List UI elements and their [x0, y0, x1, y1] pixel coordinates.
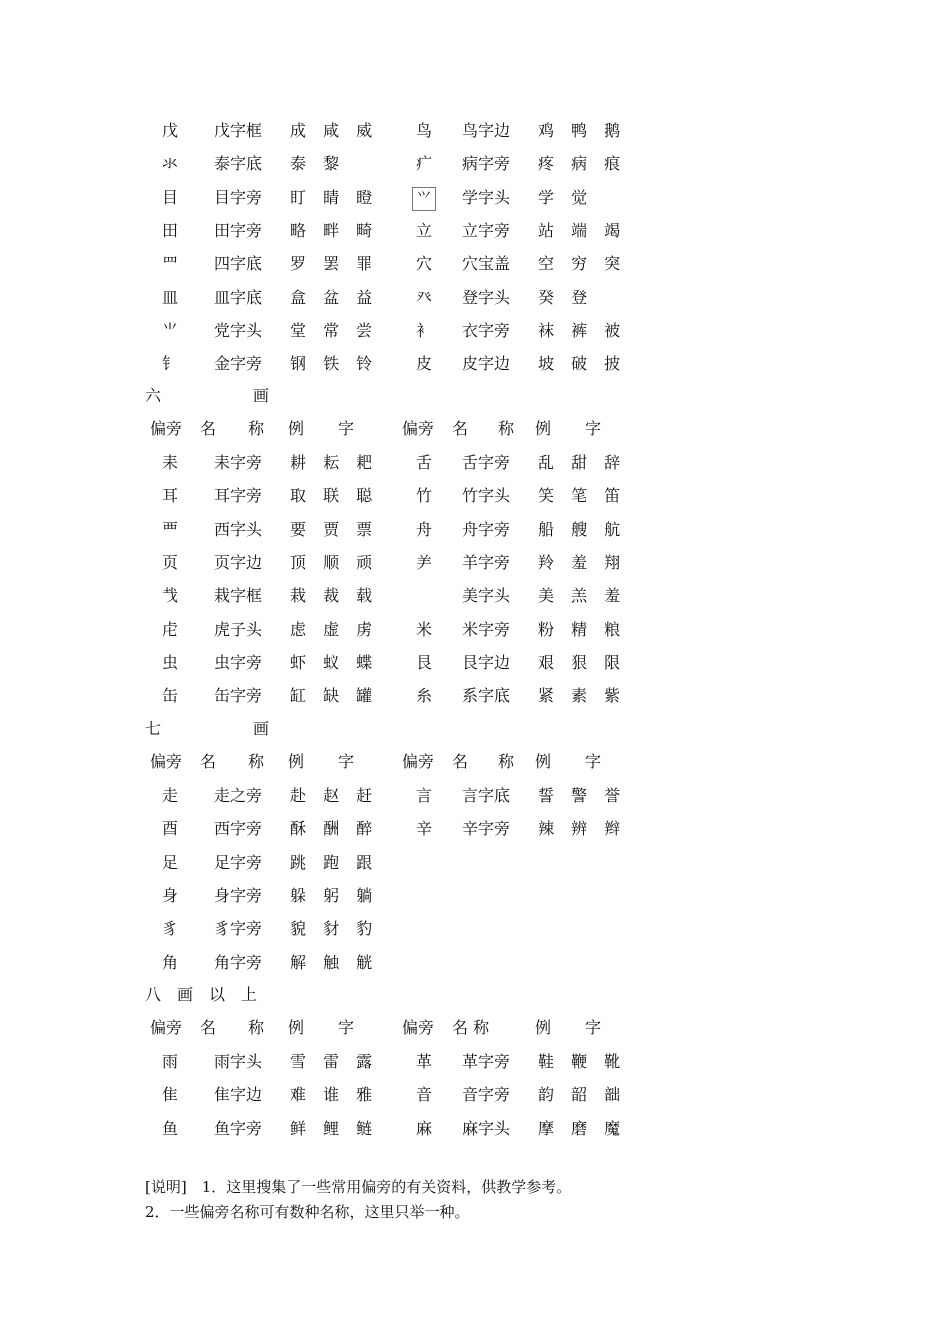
examples-left: 栽 裁 载 [290, 586, 379, 606]
table-row [0, 613, 950, 646]
radical-left: 鱼 [161, 1118, 178, 1138]
name-left: 党字头 [214, 320, 263, 340]
radical-left: 耳 [161, 486, 178, 506]
table-row [0, 281, 950, 314]
examples-right: 袜 裤 被 [538, 320, 627, 340]
radical-right: 舟 [415, 519, 432, 539]
name-left: 缶字旁 [214, 686, 263, 706]
header-cell: 字 [338, 752, 355, 771]
radical-right: 疒 [415, 154, 432, 174]
name-left: 页字边 [214, 552, 263, 572]
name-left: 目字旁 [214, 187, 263, 207]
table-row [0, 912, 950, 945]
radical-left: 角 [161, 952, 178, 972]
name-left: 西字头 [214, 519, 263, 539]
name-left: 身字旁 [214, 885, 263, 905]
examples-left: 盯 睛 瞪 [290, 187, 379, 207]
table-row [0, 679, 950, 712]
name-right: 鸟字边 [462, 121, 511, 140]
radical-right: 音 [415, 1085, 432, 1105]
examples-left: 酥 酬 醉 [290, 819, 379, 839]
examples-left: 堂 常 尝 [290, 320, 379, 340]
header-cell: 名 [200, 752, 217, 771]
radical-right: 衤 [415, 320, 432, 340]
table-row [0, 779, 950, 812]
name-left: 皿字底 [214, 287, 263, 307]
header-cell: 称 [498, 752, 515, 771]
header-cell: 名 称 [452, 1018, 490, 1037]
name-right: 学字头 [462, 187, 511, 207]
name-left: 角字旁 [214, 952, 263, 972]
radical-left: 耒 [161, 453, 178, 472]
name-right: 舟字旁 [462, 519, 511, 539]
examples-right: 笑 笔 笛 [538, 486, 627, 506]
examples-right: 船 艘 航 [538, 519, 627, 539]
section-title-b: 画 [253, 719, 270, 738]
name-right: 竹字头 [462, 486, 511, 506]
examples-left: 要 贾 票 [290, 519, 379, 539]
examples-right: 坡 破 披 [538, 354, 627, 374]
table-row [0, 1078, 950, 1111]
section-title-a: 六 [145, 386, 162, 405]
name-right: 羊字旁 [462, 552, 511, 572]
table-header [0, 1011, 950, 1044]
note-line-1: [说明] 1．这里搜集了一些常用偏旁的有关资料，供教学参考。 [145, 1178, 572, 1196]
examples-left: 虑 虚 虏 [290, 619, 379, 639]
radical-left: 覀 [161, 519, 178, 539]
radical-right: 舌 [415, 453, 432, 472]
name-right: 皮字边 [462, 354, 511, 374]
radical-left: 缶 [161, 686, 178, 706]
examples-right: 学 觉 [538, 187, 594, 207]
radical-left: 走 [161, 786, 178, 805]
name-right: 登字头 [462, 287, 511, 307]
examples-right: 癸 登 [538, 287, 594, 307]
table-row [0, 812, 950, 845]
table-row [0, 114, 950, 147]
radical-left: 𢦏 [161, 586, 178, 606]
table-row [0, 479, 950, 512]
examples-left: 取 联 聪 [290, 486, 379, 506]
radical-left: 戊 [161, 121, 178, 140]
radical-right: 言 [415, 786, 432, 805]
table-row [0, 879, 950, 912]
examples-left: 难 谁 雅 [290, 1085, 379, 1105]
examples-right: 辣 辨 辫 [538, 819, 627, 839]
radical-left: 雨 [161, 1052, 178, 1071]
header-cell: 字 [338, 419, 355, 438]
examples-right: 艰 狠 限 [538, 652, 627, 672]
examples-left: 虾 蚁 蝶 [290, 652, 379, 672]
examples-right: 站 端 竭 [538, 220, 627, 240]
table-row [0, 546, 950, 579]
header-cell: 字 [585, 1018, 602, 1037]
examples-left: 赴 赵 赶 [290, 786, 379, 805]
name-left: 耳字旁 [214, 486, 263, 506]
header-cell: 称 [248, 419, 265, 438]
examples-right: 乱 甜 辞 [538, 453, 627, 472]
radical-right: 皮 [415, 354, 432, 374]
section-title-8: 八 画 以 上 [145, 985, 258, 1004]
examples-right: 紧 素 紫 [538, 686, 627, 706]
table-row [0, 946, 950, 979]
header-cell: 称 [498, 419, 515, 438]
name-right: 舌字旁 [462, 453, 511, 472]
radical-left: 氺 [161, 154, 178, 174]
header-cell: 偏旁 [150, 752, 183, 771]
examples-left: 盒 盆 益 [290, 287, 379, 307]
examples-left: 成 咸 威 [290, 121, 379, 140]
table-row [0, 247, 950, 280]
radical-left: 页 [161, 552, 178, 572]
examples-right: 摩 磨 魔 [538, 1118, 627, 1138]
examples-left: 顶 顺 顽 [290, 552, 379, 572]
examples-left: 貌 豺 豹 [290, 919, 379, 939]
radical-left: 身 [161, 885, 178, 905]
radical-right: ⺶ [415, 552, 432, 572]
radical-right: 竹 [415, 486, 432, 506]
radical-left: 虍 [161, 619, 178, 639]
section-title-b: 画 [253, 386, 270, 405]
examples-right: 韵 韶 韷 [538, 1085, 627, 1105]
radical-left: 豸 [161, 919, 178, 939]
radical-left: 田 [161, 220, 178, 240]
radical-left: 目 [161, 187, 178, 207]
name-right: 辛字旁 [462, 819, 511, 839]
table-header [0, 412, 950, 445]
radical-right: 辛 [415, 819, 432, 839]
examples-right: 鞋 鞭 靴 [538, 1052, 627, 1071]
name-right: 艮字边 [462, 652, 511, 672]
header-cell: 例 [535, 752, 552, 771]
name-left: 田字旁 [214, 220, 263, 240]
header-cell: 例 [288, 752, 305, 771]
header-cell: 例 [288, 1018, 305, 1037]
table-row [0, 314, 950, 347]
name-left: 鱼字旁 [214, 1118, 263, 1138]
name-right: 美字头 [462, 586, 511, 606]
name-left: 耒字旁 [214, 453, 263, 472]
examples-left: 钢 铁 铃 [290, 354, 379, 374]
section-title-a: 七 [145, 719, 162, 738]
header-cell: 偏旁 [402, 752, 435, 771]
table-row [0, 214, 950, 247]
examples-right: 鸡 鸭 鹅 [538, 121, 627, 140]
table-row [0, 646, 950, 679]
radical-right [412, 181, 436, 214]
header-cell: 字 [338, 1018, 355, 1037]
name-right: 米字旁 [462, 619, 511, 639]
name-left: 虎子头 [214, 619, 263, 639]
table-row [0, 513, 950, 546]
name-left: 足字旁 [214, 852, 263, 872]
note-line-2: 2．一些偏旁名称可有数种名称，这里只举一种。 [145, 1203, 470, 1221]
radical-right: 鸟 [415, 121, 432, 140]
header-cell: 称 [248, 752, 265, 771]
radical-right: 艮 [415, 652, 432, 672]
examples-left: 略 畔 畸 [290, 220, 379, 240]
name-right: 音字旁 [462, 1085, 511, 1105]
examples-right: 美 羔 羞 [538, 586, 627, 606]
table-row [0, 1045, 950, 1078]
radical-left: 皿 [161, 287, 178, 307]
header-cell: 偏旁 [150, 1018, 183, 1037]
name-left: 栽字框 [214, 586, 263, 606]
name-right: 立字旁 [462, 220, 511, 240]
examples-left: 躲 躬 躺 [290, 885, 379, 905]
name-left: 雨字头 [214, 1052, 263, 1071]
radical-right: 革 [415, 1052, 432, 1071]
table-row [0, 181, 950, 214]
header-cell: 名 [200, 1018, 217, 1037]
header-cell: 例 [535, 1018, 552, 1037]
name-right: 言字底 [462, 786, 511, 805]
radical-right: 穴 [415, 254, 432, 274]
table-row [0, 147, 950, 180]
name-left: 西字旁 [214, 819, 263, 839]
header-cell: 偏旁 [150, 419, 183, 438]
name-left: 金字旁 [214, 354, 263, 374]
header-cell: 字 [585, 419, 602, 438]
name-right: 衣字旁 [462, 320, 511, 340]
examples-left: 解 触 觥 [290, 952, 379, 972]
radical-left: 虫 [161, 652, 178, 672]
name-left: 隹字边 [214, 1085, 263, 1105]
name-right: 穴宝盖 [462, 254, 511, 274]
examples-right: 空 穷 突 [538, 254, 627, 274]
table-row [0, 579, 950, 612]
header-cell: 偏旁 [402, 1018, 435, 1037]
header-cell: 名 [452, 752, 469, 771]
radical-right: 米 [415, 619, 432, 639]
radical-right: 糸 [415, 686, 432, 706]
radical-left: 钅 [161, 354, 178, 374]
name-left: 泰字底 [214, 154, 263, 174]
examples-right: 粉 精 粮 [538, 619, 627, 639]
radical-left: 酉 [161, 819, 178, 839]
examples-left: 跳 跑 跟 [290, 852, 379, 872]
name-left: 虫字旁 [214, 652, 263, 672]
examples-right: 羚 羞 翔 [538, 552, 627, 572]
table-row [0, 846, 950, 879]
table-row [0, 446, 950, 479]
examples-left: 缸 缺 罐 [290, 686, 379, 706]
name-left: 戊字框 [214, 121, 263, 140]
header-cell: 偏旁 [402, 419, 435, 438]
radical-left: 隹 [161, 1085, 178, 1105]
name-right: 系字底 [462, 686, 511, 706]
name-left: 豸字旁 [214, 919, 263, 939]
header-cell: 字 [585, 752, 602, 771]
table-row [0, 347, 950, 380]
name-right: 麻字头 [462, 1118, 511, 1138]
radical-right: 癶 [415, 287, 432, 307]
header-cell: 称 [248, 1018, 265, 1037]
examples-left: 泰 黎 [290, 154, 346, 174]
examples-left: 耕 耘 耙 [290, 453, 379, 472]
name-left: 四字底 [214, 254, 263, 274]
header-cell: 例 [288, 419, 305, 438]
table-header [0, 745, 950, 778]
radical-right: 麻 [415, 1118, 432, 1138]
radical-left: 足 [161, 852, 178, 872]
name-left: 走之旁 [214, 786, 263, 805]
name-right: 病字旁 [462, 154, 511, 174]
examples-left: 雪 雷 露 [290, 1052, 379, 1071]
radical-left: 罒 [161, 254, 178, 274]
examples-left: 罗 罢 罪 [290, 254, 379, 274]
examples-right: 疼 病 痕 [538, 154, 627, 174]
radical-left: ⺌ [161, 320, 178, 340]
name-right: 革字旁 [462, 1052, 511, 1071]
radical-box: ⺍ [412, 187, 436, 211]
examples-left: 鲜 鲤 鲢 [290, 1118, 379, 1138]
radical-right: 立 [415, 220, 432, 240]
header-cell: 名 [452, 419, 469, 438]
header-cell: 例 [535, 419, 552, 438]
table-row [0, 1112, 950, 1145]
header-cell: 名 [200, 419, 217, 438]
examples-right: 誓 警 誉 [538, 786, 627, 805]
